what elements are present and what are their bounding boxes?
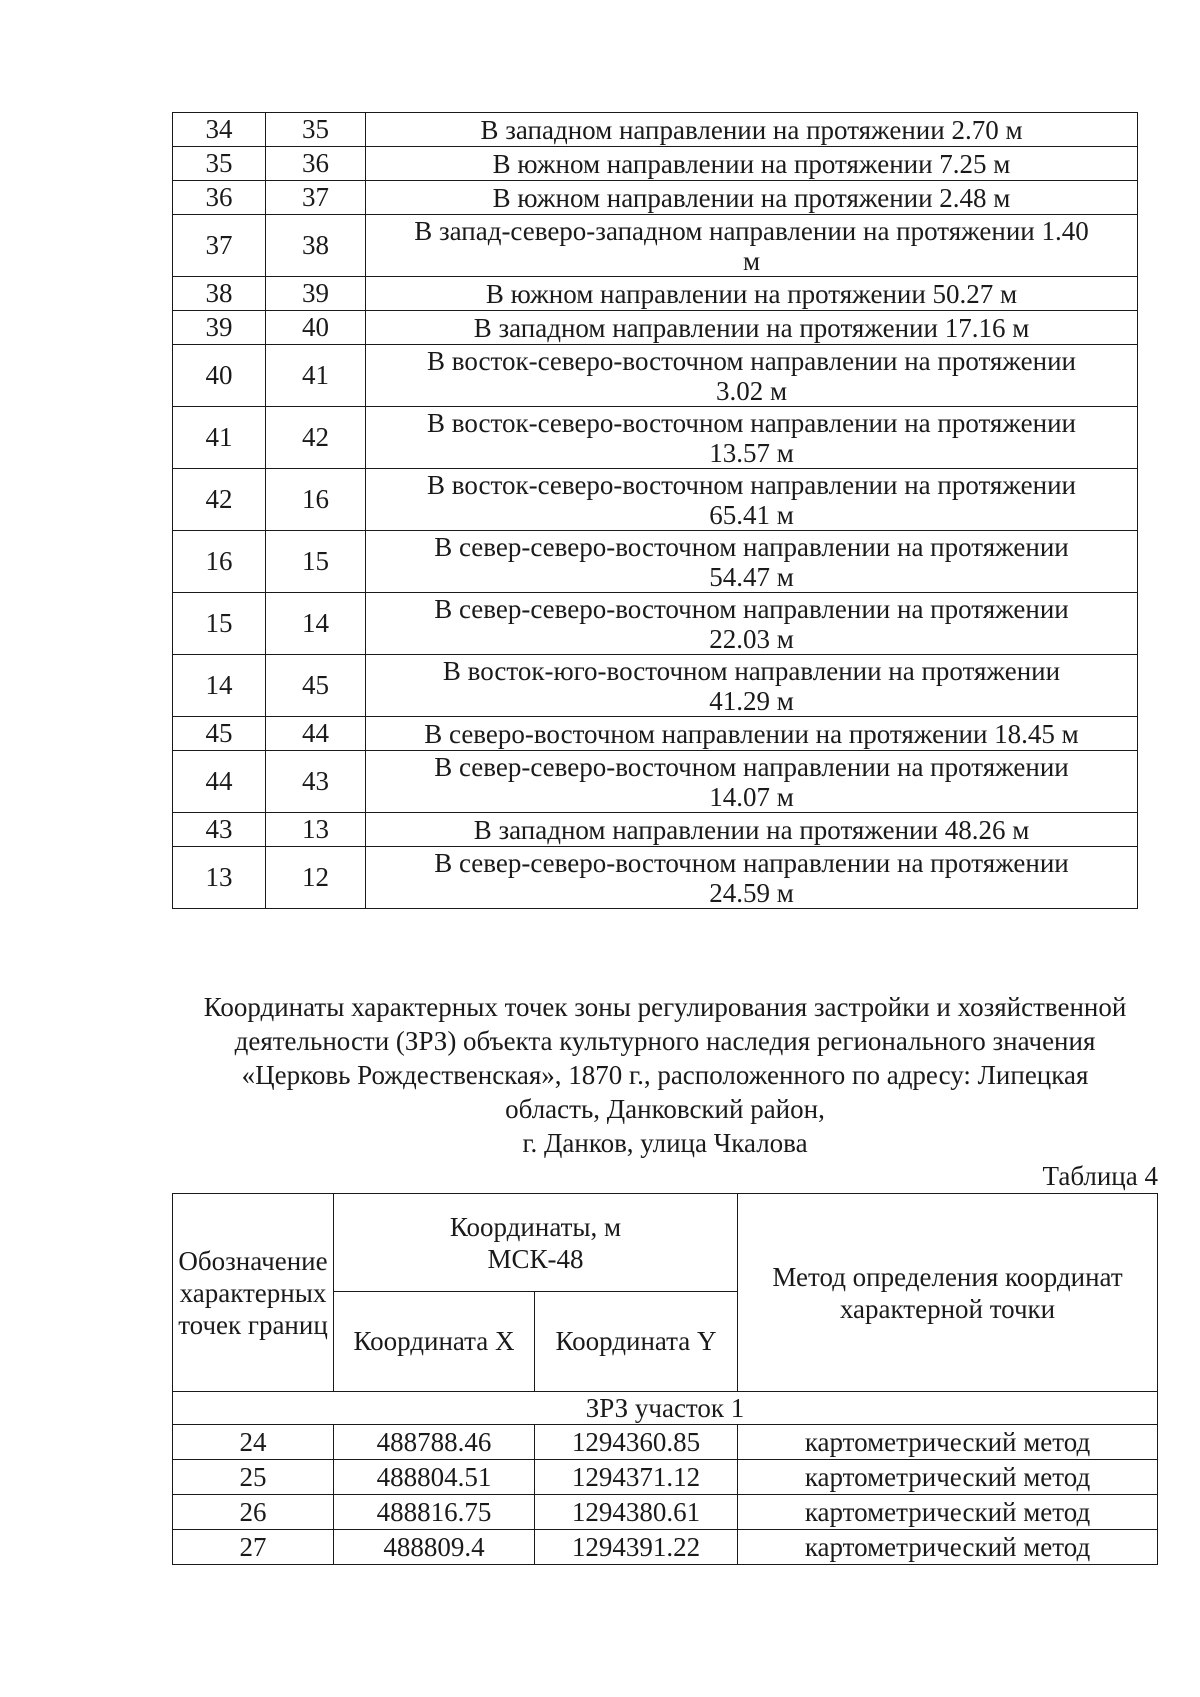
segment-from-point: 37 — [173, 215, 266, 277]
coord-x-value: 488804.51 — [334, 1460, 535, 1495]
segment-row — [173, 311, 1138, 345]
segment-description — [366, 847, 1138, 909]
heading-line: область, Данковский район, — [505, 1094, 825, 1124]
segment-description-line: В южном направлении на протяжении 2.48 м — [492, 182, 1011, 213]
segment-description-line: 13.57 м — [709, 437, 794, 468]
table-row — [173, 1425, 1158, 1460]
segment-from-point: 36 — [173, 181, 266, 215]
segment-to-point: 39 — [266, 277, 366, 311]
segment-row — [173, 717, 1138, 751]
heading-line: Координаты характерных точек зоны регулирования застройки и хозяйственной — [203, 992, 1127, 1022]
header-coordinates-label: Координаты, м — [449, 1211, 622, 1242]
header-method: Метод определения координат характерной точки — [738, 1194, 1158, 1392]
segment-to-point: 38 — [266, 215, 366, 277]
heading-line: «Церковь Рождественская», 1870 г., расположенного по адресу: Липецкая — [241, 1060, 1089, 1090]
table-row — [173, 1460, 1158, 1495]
segment-row — [173, 147, 1138, 181]
segment-to-point: 40 — [266, 311, 366, 345]
segment-description — [366, 655, 1138, 717]
segment-description-line: В южном направлении на протяжении 50.27 м — [485, 278, 1018, 309]
segment-row — [173, 215, 1138, 277]
segment-from-point: 40 — [173, 345, 266, 407]
segment-description-line: В северо-восточном направлении на протяжении 18.45 м — [424, 718, 1079, 749]
segment-row — [173, 181, 1138, 215]
segment-description-line: 22.03 м — [709, 623, 794, 654]
section-heading — [172, 990, 1158, 1160]
segment-row — [173, 345, 1138, 407]
segment-from-point: 14 — [173, 655, 266, 717]
segment-description — [366, 469, 1138, 531]
segment-description-line: 3.02 м — [715, 375, 788, 406]
coord-y-value: 1294391.22 — [535, 1530, 738, 1565]
segment-description-line: В западном направлении на протяжении 2.70 м — [480, 114, 1023, 145]
heading-line: деятельности (ЗРЗ) объекта культурного наследия регионального значения — [234, 1026, 1096, 1056]
segment-description-line: В север-северо-восточном направлении на протяжении — [434, 751, 1069, 782]
segment-description-line: В север-северо-восточном направлении на протяжении — [434, 531, 1069, 562]
point-designation: 25 — [173, 1460, 334, 1495]
method-value: картометрический метод — [738, 1530, 1158, 1565]
segment-from-point: 39 — [173, 311, 266, 345]
segment-description-line: 65.41 м — [709, 499, 794, 530]
table-caption: Таблица 4 — [1042, 1161, 1158, 1191]
coordinates-table-body — [173, 1392, 1158, 1565]
segment-description — [366, 751, 1138, 813]
section-label: ЗРЗ участок 1 — [173, 1392, 1158, 1425]
header-coordinate-system: МСК-48 — [487, 1243, 584, 1274]
segment-description — [366, 717, 1138, 751]
segment-description-line: В север-северо-восточном направлении на протяжении — [434, 847, 1069, 878]
method-value: картометрический метод — [738, 1425, 1158, 1460]
segment-from-point: 43 — [173, 813, 266, 847]
segments-table — [172, 112, 1138, 909]
segment-row — [173, 469, 1138, 531]
segment-to-point: 36 — [266, 147, 366, 181]
coord-y-value: 1294360.85 — [535, 1425, 738, 1460]
segment-to-point: 43 — [266, 751, 366, 813]
segment-description-line: В западном направлении на протяжении 48.26 м — [473, 814, 1030, 845]
header-designation: Обозначение характерных точек границ — [173, 1194, 334, 1392]
segment-row — [173, 113, 1138, 147]
segment-from-point: 44 — [173, 751, 266, 813]
segment-from-point: 41 — [173, 407, 266, 469]
segment-to-point: 41 — [266, 345, 366, 407]
segment-from-point: 38 — [173, 277, 266, 311]
segment-description — [366, 277, 1138, 311]
segment-description-line: В запад-северо-западном направлении на протяжении 1.40 — [414, 215, 1089, 246]
segment-description-line: В восток-северо-восточном направлении на протяжении — [427, 407, 1076, 438]
segment-from-point: 16 — [173, 531, 266, 593]
segment-description — [366, 345, 1138, 407]
segment-row — [173, 751, 1138, 813]
segment-row — [173, 277, 1138, 311]
segment-to-point: 14 — [266, 593, 366, 655]
coord-x-value: 488816.75 — [334, 1495, 535, 1530]
table-row — [173, 1495, 1158, 1530]
coord-x-value: 488809.4 — [334, 1530, 535, 1565]
point-designation: 26 — [173, 1495, 334, 1530]
segment-description — [366, 593, 1138, 655]
segment-from-point: 45 — [173, 717, 266, 751]
segment-description-line: В восток-северо-восточном направлении на протяжении — [427, 469, 1076, 500]
segment-row — [173, 593, 1138, 655]
method-value: картометрический метод — [738, 1460, 1158, 1495]
segment-from-point: 35 — [173, 147, 266, 181]
segment-from-point: 42 — [173, 469, 266, 531]
segment-to-point: 12 — [266, 847, 366, 909]
segment-from-point: 34 — [173, 113, 266, 147]
point-designation: 24 — [173, 1425, 334, 1460]
segment-description-line: 54.47 м — [709, 561, 794, 592]
segment-description-line: В западном направлении на протяжении 17.16 м — [473, 312, 1030, 343]
table-row — [173, 1530, 1158, 1565]
segments-table-body — [173, 113, 1138, 909]
segment-to-point: 45 — [266, 655, 366, 717]
header-coord-y: Координата Y — [535, 1292, 738, 1392]
segment-description — [366, 407, 1138, 469]
segment-description — [366, 531, 1138, 593]
segment-description-line: В север-северо-восточном направлении на протяжении — [434, 593, 1069, 624]
segment-description-line: 14.07 м — [709, 781, 794, 812]
segment-from-point: 15 — [173, 593, 266, 655]
segment-description — [366, 181, 1138, 215]
segment-to-point: 37 — [266, 181, 366, 215]
segment-row — [173, 531, 1138, 593]
coord-y-value: 1294380.61 — [535, 1495, 738, 1530]
header-coordinates — [334, 1194, 738, 1292]
segment-to-point: 35 — [266, 113, 366, 147]
point-designation: 27 — [173, 1530, 334, 1565]
heading-line: г. Данков, улица Чкалова — [522, 1128, 808, 1158]
segment-description-line: В восток-юго-восточном направлении на протяжении — [442, 655, 1061, 686]
segment-row — [173, 813, 1138, 847]
segment-description-line: м — [742, 245, 761, 276]
segment-description-line: 41.29 м — [709, 685, 794, 716]
header-coord-x: Координата X — [334, 1292, 535, 1392]
segment-to-point: 44 — [266, 717, 366, 751]
section-row — [173, 1392, 1158, 1425]
segment-to-point: 16 — [266, 469, 366, 531]
coordinates-table — [172, 1193, 1158, 1565]
coord-x-value: 488788.46 — [334, 1425, 535, 1460]
segment-description — [366, 311, 1138, 345]
segment-row — [173, 407, 1138, 469]
method-value: картометрический метод — [738, 1495, 1158, 1530]
segment-description — [366, 147, 1138, 181]
segment-from-point: 13 — [173, 847, 266, 909]
segment-to-point: 42 — [266, 407, 366, 469]
segment-description — [366, 215, 1138, 277]
segment-to-point: 15 — [266, 531, 366, 593]
coord-y-value: 1294371.12 — [535, 1460, 738, 1495]
segment-row — [173, 847, 1138, 909]
segment-description-line: 24.59 м — [709, 877, 794, 908]
segment-description-line: В восток-северо-восточном направлении на протяжении — [427, 345, 1076, 376]
segment-row — [173, 655, 1138, 717]
segment-to-point: 13 — [266, 813, 366, 847]
segment-description — [366, 113, 1138, 147]
segment-description-line: В южном направлении на протяжении 7.25 м — [492, 148, 1011, 179]
segment-description — [366, 813, 1138, 847]
